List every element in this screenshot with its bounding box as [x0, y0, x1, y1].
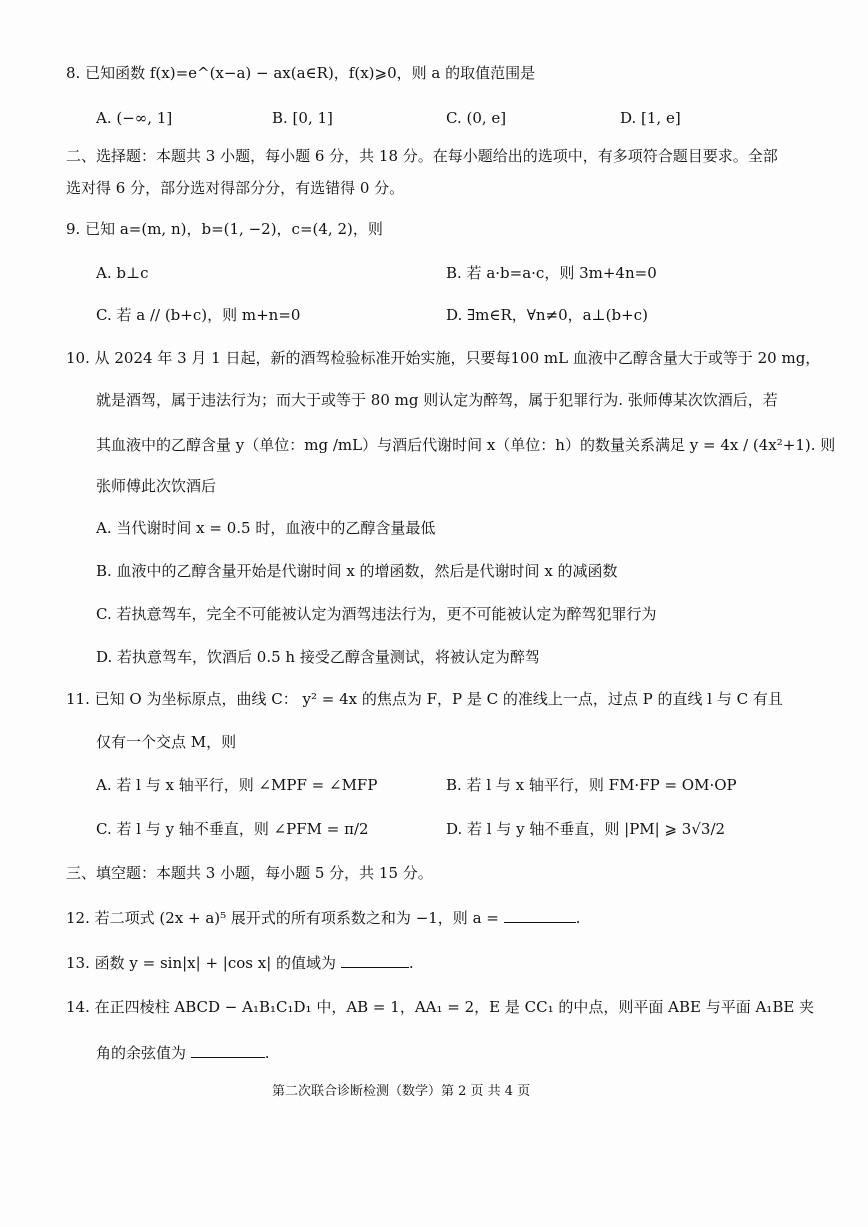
- q10-line4: 张师傅此次饮酒后: [96, 477, 217, 495]
- q10-option-b: B. 血液中的乙醇含量开始是代谢时间 x 的增函数，然后是代谢时间 x 的减函数: [96, 562, 618, 580]
- q8-option-a: A. (−∞, 1]: [96, 109, 173, 127]
- q13-text: 13. 函数 y = sin|x| + |cos x| 的值域为: [66, 954, 337, 972]
- q10-line2: 就是酒驾，属于违法行为；而大于或等于 80 mg 则认定为醉驾，属于犯罪行为. 张师傅某次饮酒后，若: [96, 391, 778, 409]
- q12-answer-blank[interactable]: [504, 908, 576, 923]
- q9-option-a: A. b⊥c: [96, 264, 149, 282]
- q12-question: 12. 若二项式 (2x + a)⁵ 展开式的所有项系数之和为 −1，则 a = .: [66, 909, 581, 927]
- q13-question: 13. 函数 y = sin|x| + |cos x| 的值域为 .: [66, 954, 414, 972]
- q10-line1: 10. 从 2024 年 3 月 1 日起，新的酒驾检验标准开始实施，只要每100 mL 血液中乙醇含量大于或等于 20 mg，: [66, 349, 821, 367]
- q11-line2: 仅有一个交点 M，则: [96, 733, 237, 751]
- q14-answer-blank[interactable]: [191, 1043, 265, 1058]
- q10-option-a: A. 当代谢时间 x = 0.5 时，血液中的乙醇含量最低: [96, 519, 436, 537]
- q9-option-b: B. 若 a·b=a·c，则 3m+4n=0: [446, 264, 657, 282]
- q9-option-d: D. ∃m∈R，∀n≠0，a⊥(b+c): [446, 306, 648, 324]
- section3-heading: 三、填空题：本题共 3 小题，每小题 5 分，共 15 分。: [66, 864, 433, 882]
- q14-line1: 14. 在正四棱柱 ABCD − A₁B₁C₁D₁ 中，AB = 1，AA₁ = 2，E 是 CC₁ 的中点，则平面 ABE 与平面 A₁BE 夹: [66, 998, 815, 1016]
- q10-option-d: D. 若执意驾车，饮酒后 0.5 h 接受乙醇含量测试，将被认定为醉驾: [96, 648, 540, 666]
- q11-option-d: D. 若 l 与 y 轴不垂直，则 |PM| ⩾ 3√3/2: [446, 820, 726, 838]
- q8-option-c: C. (0, e]: [446, 109, 507, 127]
- q14-line2: 角的余弦值为: [96, 1044, 187, 1062]
- q10-option-c: C. 若执意驾车，完全不可能被认定为酒驾违法行为，更不可能被认定为醉驾犯罪行为: [96, 605, 657, 623]
- q11-line1: 11. 已知 O 为坐标原点，曲线 C： y² = 4x 的焦点为 F，P 是 C 的准线上一点，过点 P 的直线 l 与 C 有且: [66, 690, 783, 708]
- q12-text: 12. 若二项式 (2x + a)⁵ 展开式的所有项系数之和为 −1，则 a =: [66, 909, 499, 927]
- page-footer: 第二次联合诊断检测（数学）第 2 页 共 4 页: [272, 1084, 531, 1099]
- section2-heading-line1: 二、选择题：本题共 3 小题，每小题 6 分，共 18 分。在每小题给出的选项中，有多项符合题目要求。全部: [66, 147, 778, 165]
- section2-heading-line2: 选对得 6 分，部分选对得部分分，有选错得 0 分。: [66, 179, 405, 197]
- q11-option-a: A. 若 l 与 x 轴平行，则 ∠MPF = ∠MFP: [96, 776, 378, 794]
- q11-option-b: B. 若 l 与 x 轴平行，则 FM·FP = OM·OP: [446, 776, 737, 794]
- q9-option-c: C. 若 a // (b+c)，则 m+n=0: [96, 306, 301, 324]
- q8-option-b: B. [0, 1]: [272, 109, 333, 127]
- q14-line2-wrap: 角的余弦值为 .: [96, 1044, 270, 1062]
- q8-option-d: D. [1, e]: [620, 109, 681, 127]
- q8-stem: 8. 已知函数 f(x)=e^(x−a) − ax(a∈R)，f(x)⩾0，则 a 的取值范围是: [66, 64, 536, 82]
- q13-answer-blank[interactable]: [341, 953, 409, 968]
- q10-line3: 其血液中的乙醇含量 y（单位：mg /mL）与酒后代谢时间 x（单位：h）的数量关系满足 y = 4x / (4x²+1). 则: [96, 436, 836, 454]
- q11-option-c: C. 若 l 与 y 轴不垂直，则 ∠PFM = π/2: [96, 820, 369, 838]
- q9-stem: 9. 已知 a=(m, n)，b=(1, −2)，c=(4, 2)，则: [66, 220, 383, 238]
